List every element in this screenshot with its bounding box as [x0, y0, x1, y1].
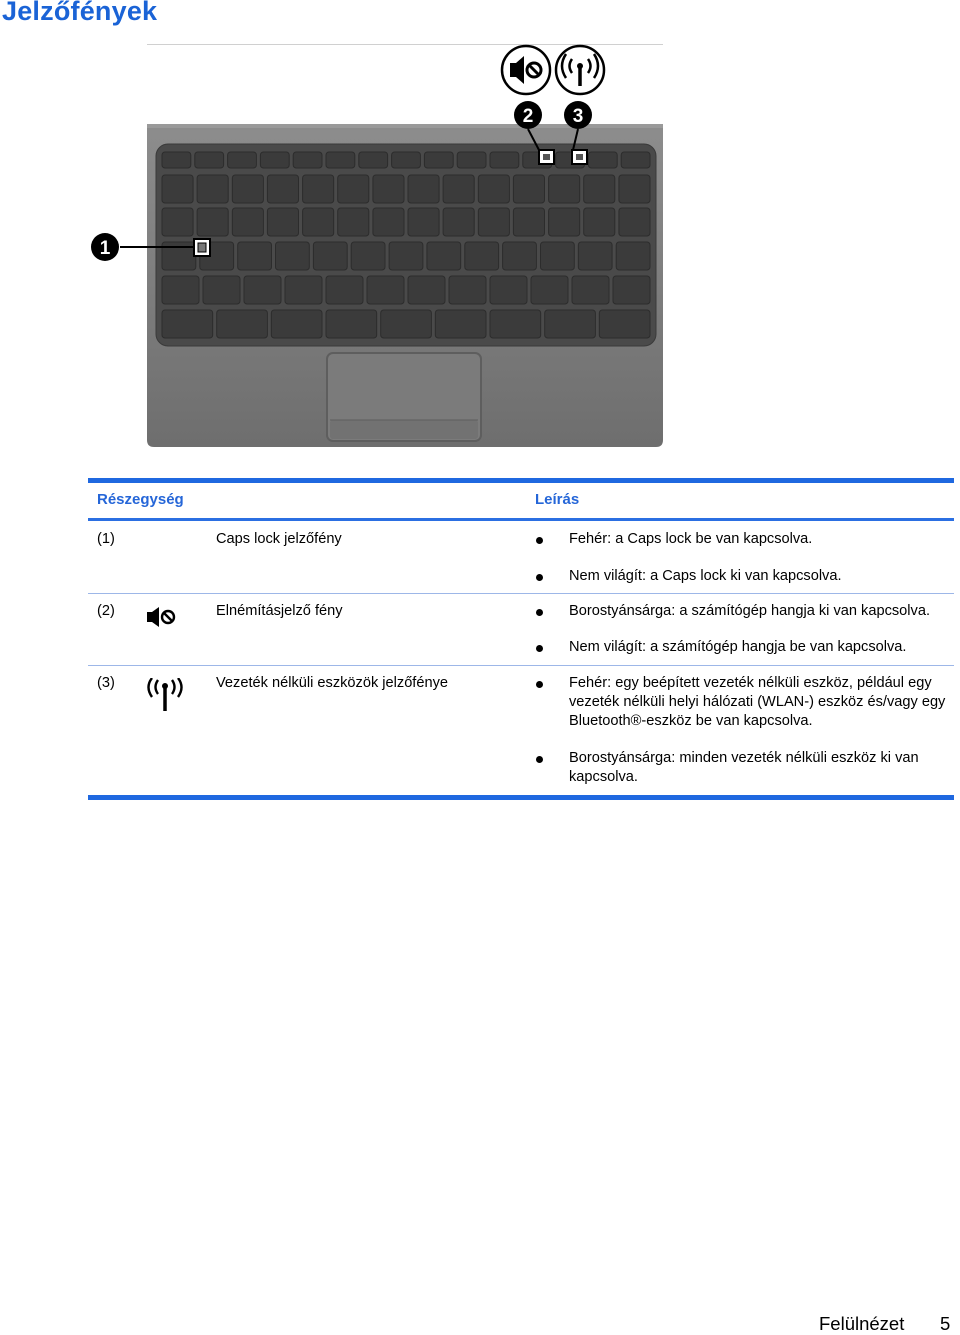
keyboard-key — [373, 208, 404, 236]
row-divider — [88, 593, 954, 594]
row-2-number: (2) — [97, 603, 115, 619]
keyboard-key — [238, 242, 272, 270]
keyboard-key — [338, 175, 369, 203]
keyboard-key — [549, 175, 580, 203]
keyboard-key — [490, 276, 527, 304]
row-divider — [88, 665, 954, 666]
keyboard-key — [616, 242, 650, 270]
keyboard-key — [359, 152, 388, 168]
keyboard-key — [588, 152, 617, 168]
keyboard-key — [549, 208, 580, 236]
keyboard-photo — [90, 40, 670, 450]
keyboard-key — [578, 242, 612, 270]
keyboard-key — [217, 310, 268, 338]
keyboard-key — [531, 276, 568, 304]
table-header-rule — [88, 518, 954, 521]
footer-section-title: Felülnézet — [819, 1313, 905, 1334]
keyboard-key — [457, 152, 486, 168]
wireless-icon — [146, 678, 184, 712]
row-1-name: Caps lock jelzőfény — [216, 531, 342, 547]
keyboard-key — [326, 152, 355, 168]
keyboard-key — [326, 276, 363, 304]
keyboard-key — [392, 152, 421, 168]
keyboard-key — [195, 152, 224, 168]
row-1-bullet-2: Nem világít: a Caps lock ki van kapcsolva. — [569, 568, 842, 584]
row-2-name: Elnémításjelző fény — [216, 603, 343, 619]
bullet-marker — [536, 609, 543, 616]
callout-1-label: 1 — [99, 238, 111, 259]
table-top-rule — [88, 478, 954, 483]
keyboard-key — [162, 208, 193, 236]
keyboard-key — [232, 208, 263, 236]
keyboard-key — [373, 175, 404, 203]
keyboard-key — [478, 208, 509, 236]
keyboard-key — [389, 242, 423, 270]
keyboard-key — [599, 310, 650, 338]
keyboard-key — [244, 276, 281, 304]
row-3-number: (3) — [97, 675, 115, 691]
keyboard-key — [367, 276, 404, 304]
bullet-marker — [536, 574, 543, 581]
bullet-marker — [536, 645, 543, 652]
page-title: Jelzőfények — [2, 0, 158, 26]
keyboard-key — [197, 208, 228, 236]
keyboard-illustration — [90, 40, 670, 450]
keyboard-key — [619, 208, 650, 236]
keyboard-key — [545, 310, 596, 338]
keyboard-key — [293, 152, 322, 168]
keyboard-key — [260, 152, 289, 168]
keyboard-key — [303, 175, 334, 203]
keyboard-key — [351, 242, 385, 270]
keyboard-key — [449, 276, 486, 304]
keyboard-key — [465, 242, 499, 270]
keyboard-key — [513, 208, 544, 236]
keyboard-key — [513, 175, 544, 203]
keyboard-key — [267, 208, 298, 236]
keyboard-key — [162, 175, 193, 203]
page-number: 5 — [940, 1313, 951, 1334]
keyboard-key — [197, 175, 228, 203]
keyboard-key — [503, 242, 537, 270]
keyboard-key — [427, 242, 461, 270]
keyboard-key — [381, 310, 432, 338]
keyboard-key — [267, 175, 298, 203]
keyboard-key — [584, 208, 615, 236]
keyboard-key — [619, 175, 650, 203]
keyboard-key — [541, 242, 575, 270]
keyboard-key — [162, 310, 213, 338]
row-1-bullet-1: Fehér: a Caps lock be van kapcsolva. — [569, 531, 813, 547]
keyboard-key — [408, 276, 445, 304]
keyboard-key — [285, 276, 322, 304]
keyboard-key — [162, 152, 191, 168]
keyboard-key — [338, 208, 369, 236]
keyboard-key — [613, 276, 650, 304]
keyboard-key — [443, 175, 474, 203]
keyboard-key — [408, 208, 439, 236]
row-2-bullet-1: Borostyánsárga: a számítógép hangja ki van kapcsolva. — [569, 603, 930, 619]
keyboard-key — [408, 175, 439, 203]
keyboard-key — [232, 175, 263, 203]
bullet-marker — [536, 681, 543, 688]
keyboard-key — [443, 208, 474, 236]
callout-2-label: 2 — [522, 106, 534, 127]
callout-3-label: 3 — [572, 106, 584, 127]
keyboard-key — [424, 152, 453, 168]
keyboard-key — [490, 152, 519, 168]
keyboard-key — [435, 310, 486, 338]
row-1-number: (1) — [97, 531, 115, 547]
column-header-component: Részegység — [97, 491, 184, 508]
keyboard-key — [228, 152, 257, 168]
keyboard-key — [490, 310, 541, 338]
row-3-bullet-1: Fehér: egy beépített vezeték nélküli eszköz, például egy vezeték nélküli helyi hálózati (WLAN-) eszköz és/vagy egy Bluetooth®-eszköz be van kapcsolva. — [569, 675, 946, 729]
keyboard-key — [478, 175, 509, 203]
keyboard-key — [276, 242, 310, 270]
keyboard-key — [326, 310, 377, 338]
keyboard-key — [203, 276, 240, 304]
keyboard-key — [313, 242, 347, 270]
row-2-bullet-2: Nem világít: a számítógép hangja be van kapcsolva. — [569, 639, 907, 655]
keyboard-key — [584, 175, 615, 203]
row-3-name: Vezeték nélküli eszközök jelzőfénye — [216, 675, 449, 691]
bullet-marker — [536, 756, 543, 763]
table-bottom-rule — [88, 795, 954, 800]
bullet-marker — [536, 537, 543, 544]
keyboard-key — [621, 152, 650, 168]
column-header-description: Leírás — [535, 491, 580, 508]
keyboard-key — [162, 276, 199, 304]
keyboard-key — [572, 276, 609, 304]
keyboard-key — [303, 208, 334, 236]
row-3-bullet-2: Borostyánsárga: minden vezeték nélküli eszköz ki van kapcsolva. — [569, 750, 919, 785]
keyboard-key — [271, 310, 322, 338]
mute-icon — [146, 606, 178, 628]
